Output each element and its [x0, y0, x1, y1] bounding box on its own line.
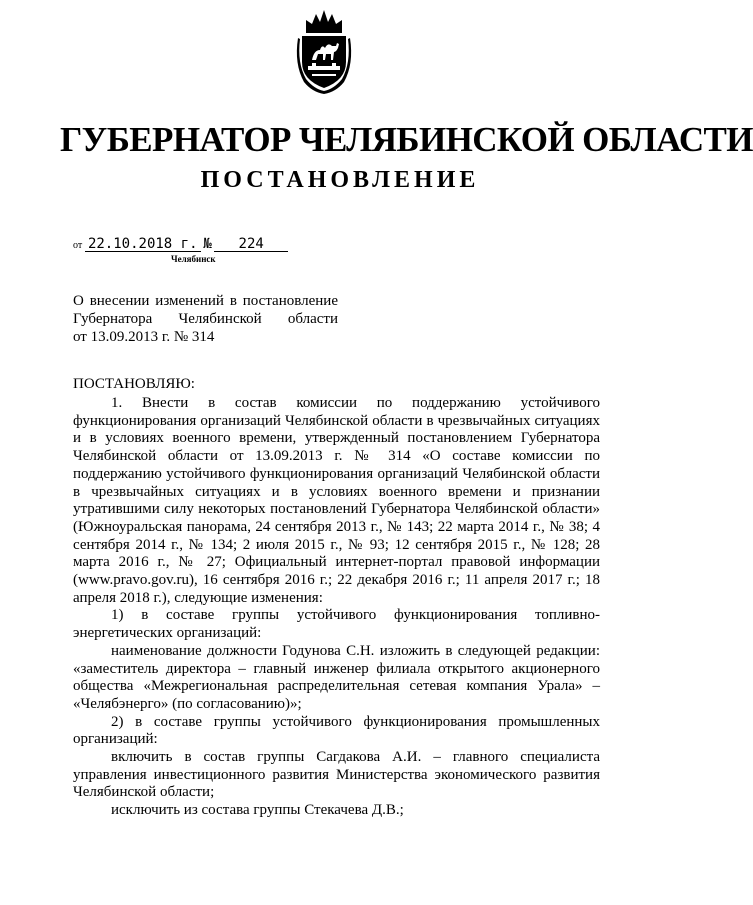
- date-number-line: [73, 236, 288, 252]
- document-subject: [73, 292, 338, 346]
- subject-line: Губернатора Челябинской области: [73, 311, 338, 327]
- body-paragraph: наименование должности Годунова С.Н. изложить в следующей редакции: «заместитель директора – главный инженер филиала открытого акционерного общества «Межрегиональная распределительная сетевая компания Урала» – «Челябэнерго» (по согласованию)»;: [73, 642, 600, 712]
- body-paragraph: 1) в составе группы устойчивого функционирования топливно-энергетических организаций:: [73, 607, 600, 642]
- body-paragraph: включить в состав группы Сагдакова А.И. – главного специалиста управления инвестиционного развития Министерства экономического развития Челябинской области;: [73, 749, 600, 801]
- document-title: ГУБЕРНАТОР ЧЕЛЯБИНСКОЙ ОБЛАСТИ: [60, 120, 753, 159]
- document-type: ПОСТАНОВЛЕНИЕ: [200, 167, 480, 193]
- city-name: Челябинск: [171, 254, 216, 264]
- document-number: 224: [214, 237, 288, 252]
- body-paragraph: исключить из состава группы Стекачева Д.В.;: [111, 802, 404, 819]
- document-date: 22.10.2018 г.: [85, 237, 201, 252]
- body-paragraph: 2) в составе группы устойчивого функционирования промышленных организаций:: [73, 713, 600, 748]
- date-prefix: от: [73, 240, 83, 251]
- body-paragraph: 1. Внести в состав комиссии по поддержанию устойчивого функционирования организаций Челябинской области в чрезвычайных ситуациях и в условиях военного времени, утвержденный постановлением Губернатора Челябинской области от 13.09.2013 г. № 314 «О составе комиссии по поддержанию устойчивого функционирования организаций Челябинской области в чрезвычайных ситуациях и в условиях военного времени и признании утратившими силу некоторых постановлений Губернатора Челябинской области» (Южноуральская панорама, 24 сентября 2013 г., № 143; 22 марта 2014 г., № 38; 4 сентября 2014 г., № 134; 2 июля 2015 г., № 93; 12 сентября 2015 г., № 128; 28 марта 2016 г., № 27; Официальный интернет-портал правовой информации (www.pravo.gov.ru), 16 сентября 2016 г.; 22 декабря 2016 г.; 11 апреля 2017 г.; 18 апреля 2018 г.), следующие изменения:: [73, 395, 600, 606]
- decree-heading: ПОСТАНОВЛЯЮ:: [73, 376, 195, 392]
- subject-line: О внесении изменений в постановление: [73, 293, 338, 309]
- subject-line: от 13.09.2013 г. № 314: [73, 329, 215, 345]
- document-body: [73, 395, 600, 820]
- coat-of-arms-icon: [292, 8, 356, 96]
- number-prefix: №: [203, 236, 212, 252]
